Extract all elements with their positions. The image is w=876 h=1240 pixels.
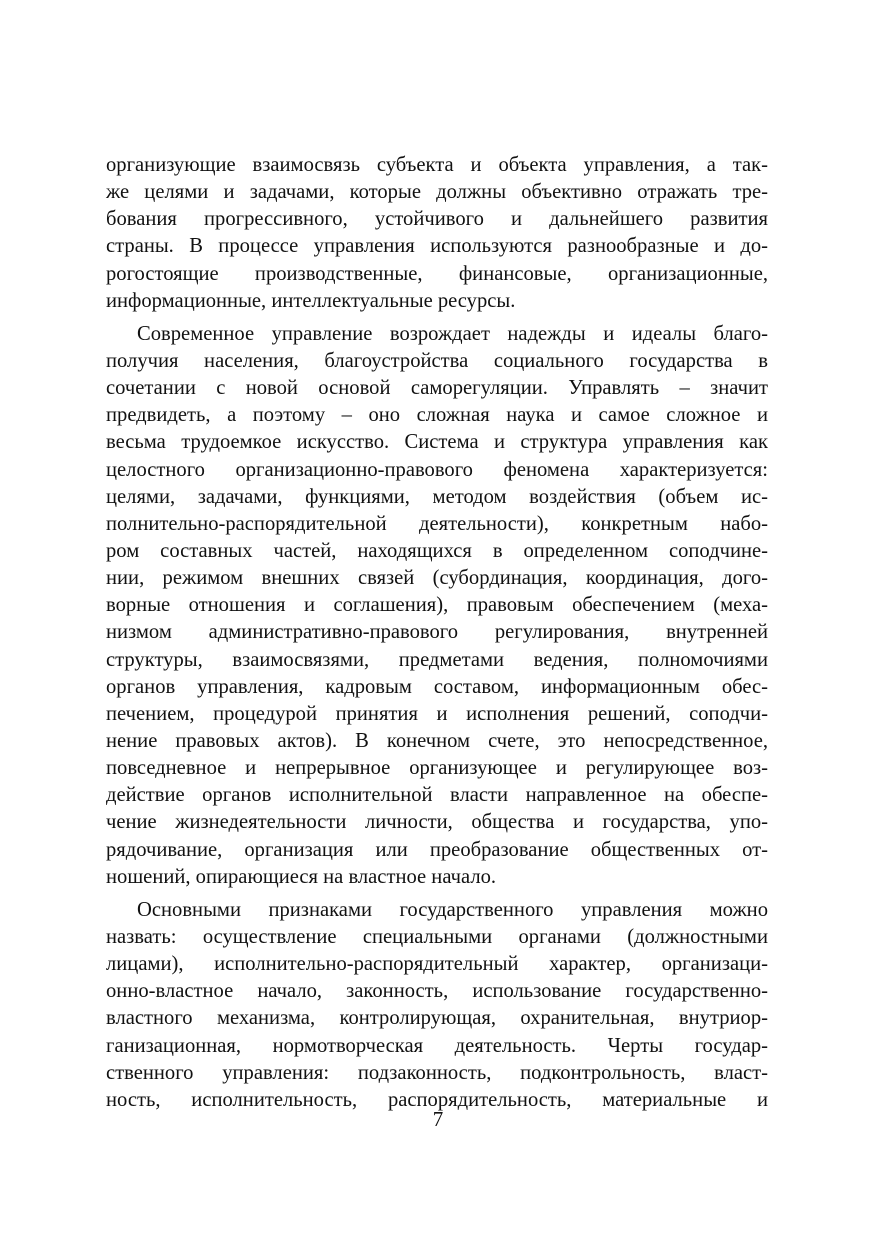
text-line: страны. В процессе управления используются разнообразные и до- [106,235,768,258]
paragraph [106,321,768,891]
text-line: рогостоящие производственные, финансовые, организационные, [106,262,768,285]
text-line: весьма трудоемкое искусство. Система и структура управления как [106,431,768,454]
text-line: чение жизнедеятельности личности, общества и государства, упо- [106,811,768,834]
text-line: низмом административно-правового регулирования, внутренней [106,621,768,644]
text-line: бования прогрессивного, устойчивого и дальнейшего развития [106,208,768,231]
text-line: ственного управления: подзаконность, подконтрольность, власт- [106,1061,768,1084]
text-line: печением, процедурой принятия и исполнения решений, соподчи- [106,702,768,725]
text-line: рядочивание, организация или преобразование общественных от- [106,838,768,861]
text-line: властного механизма, контролирующая, охранительная, внутриор- [106,1007,768,1030]
text-line: полнительно-распорядительной деятельности), конкретным набо- [106,512,768,535]
text-line: лицами), исполнительно-распорядительный характер, организаци- [106,953,768,976]
text-line: информационные, интеллектуальные ресурсы. [106,289,516,312]
text-line: ность, исполнительность, распорядительность, материальные и [106,1088,768,1111]
text-line: ношений, опирающиеся на властное начало. [106,865,497,888]
text-line: онно-властное начало, законность, использование государственно- [106,980,768,1003]
body-text [106,152,768,1114]
text-line: получия населения, благоустройства социального государства в [106,349,768,372]
text-line: ганизационная, нормотворческая деятельность. Черты государ- [106,1034,768,1057]
text-line: целостного организационно-правового феномена характеризуется: [106,458,768,481]
text-line: назвать: осуществление специальными органами (должностными [106,925,768,948]
paragraph [106,897,768,1114]
text-line: нение правовых актов). В конечном счете, это непосредственное, [106,729,768,752]
page-number: 7 [432,1107,444,1131]
text-line: предвидеть, а поэтому – оно сложная наука и самое сложное и [106,404,768,427]
text-line: действие органов исполнительной власти направленное на обеспе- [106,784,768,807]
text-line: ворные отношения и соглашения), правовым обеспечением (меха- [106,594,768,617]
text-line: Современное управление возрождает надежды и идеалы благо- [137,322,768,345]
text-line: организующие взаимосвязь субъекта и объекта управления, а так- [106,154,768,176]
text-line: целями, задачами, функциями, методом воздействия (объем ис- [106,485,768,508]
text-line: органов управления, кадровым составом, информационным обес- [106,675,768,698]
text-line: нии, режимом внешних связей (субординация, координация, дого- [106,567,768,590]
text-line: повседневное и непрерывное организующее и регулирующее воз- [106,757,768,780]
text-line: ром составных частей, находящихся в определенном соподчине- [106,539,768,562]
text-line: структуры, взаимосвязями, предметами ведения, полномочиями [106,648,768,671]
text-line: же целями и задачами, которые должны объективно отражать тре- [106,181,768,204]
text-line: сочетании с новой основой саморегуляции. Управлять – значит [106,377,768,400]
text-line: Основными признаками государственного управления можно [137,898,768,921]
paragraph [106,152,768,315]
